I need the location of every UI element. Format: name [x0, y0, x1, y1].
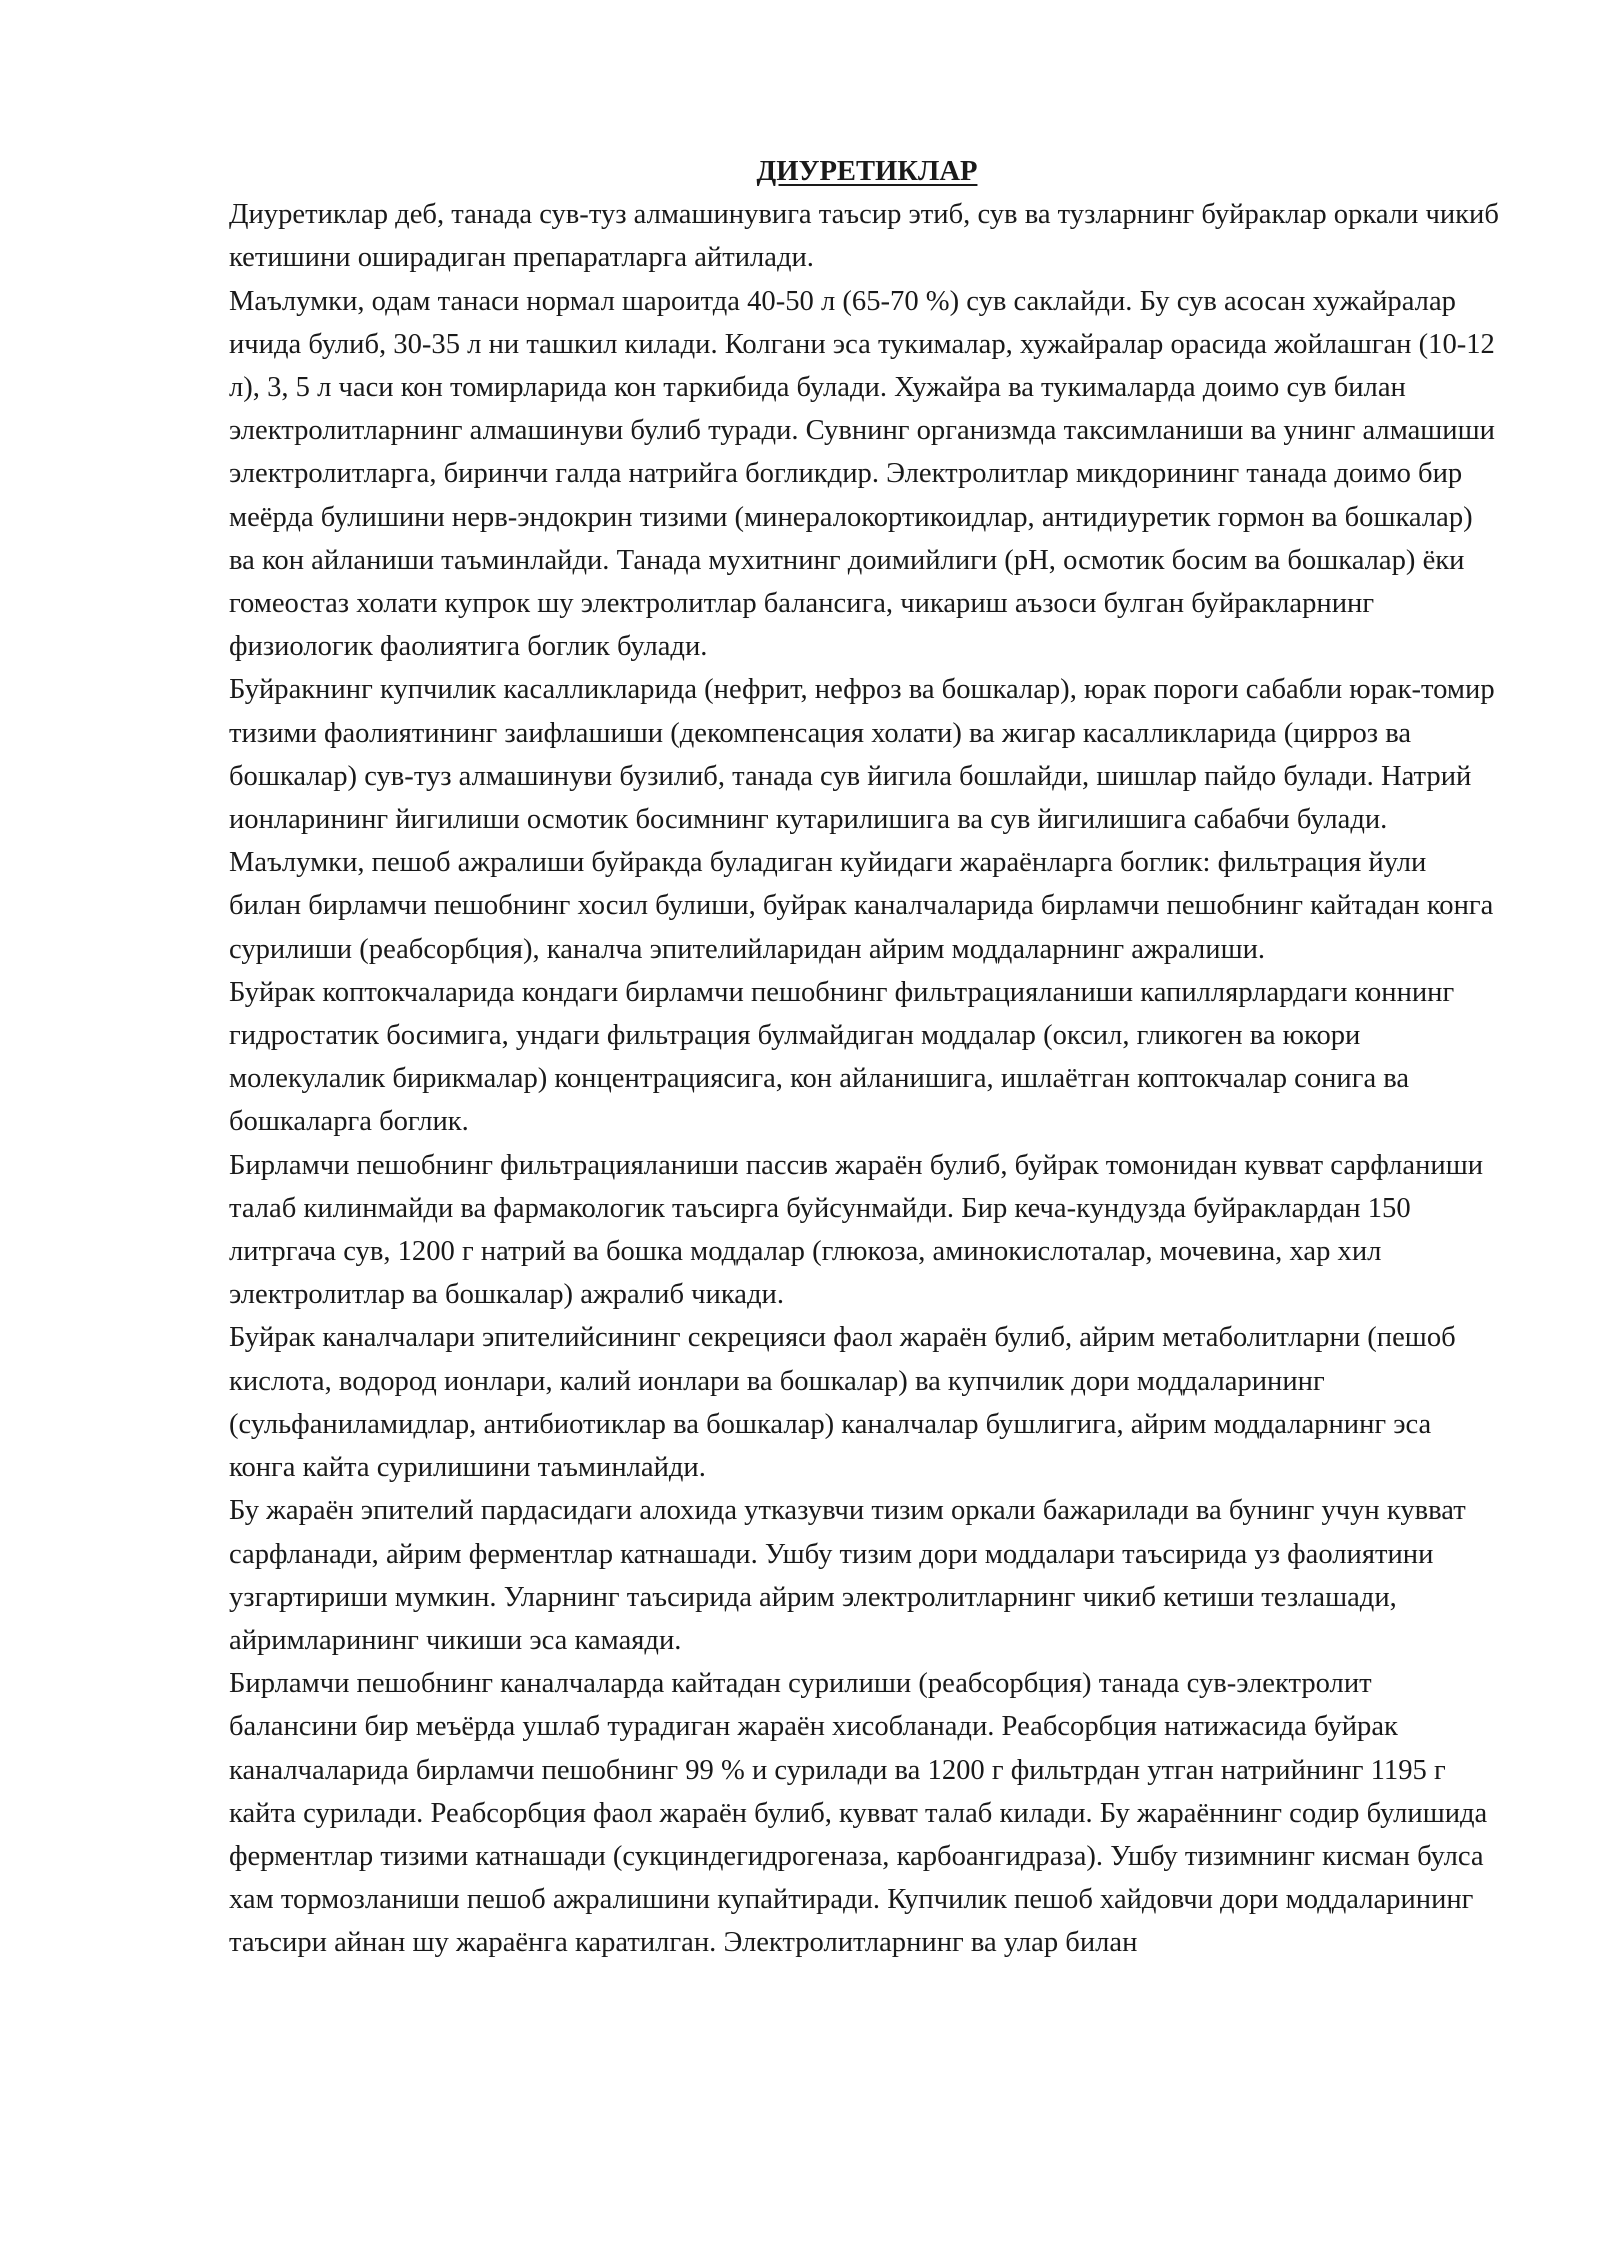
paragraph: Буйрак каналчалари эпителийсининг секрецияси фаол жараён булиб, айрим метаболитларни (пешоб кислота, водород ионлари, калий ионлари ва бошкалар) ва купчилик дори моддаларининг (сульфаниламидлар, антибиотиклар ва бошкалар) каналчалар бушлигига, айрим моддаларнинг эса конга кайта сурилишини таъминлайди. — [229, 1322, 1456, 1484]
paragraph: Маълумки, пешоб ажралиши буйракда буладиган куйидаги жараёнларга боглик: фильтрация йули билан бирламчи пешобнинг хосил булиши, буйрак каналчаларида бирламчи пешобнинг кайтадан конга сурилиши (реабсорбция), каналча эпителийларидан айрим моддаларнинг ажралиши. — [229, 847, 1494, 965]
paragraph: Буйракнинг купчилик касалликларида (нефрит, нефроз ва бошкалар), юрак пороги сабабли юрак-томир тизими фаолиятининг заифлашиши (декомпенсация холати) ва жигар касалликларида (цирроз ва бошкалар) сув-туз алмашинуви бузилиб, танада сув йигила бошлайди, шишлар пайдо булади. Натрий ионларининг йигилиши осмотик босимнинг кутарилишига ва сув йигилишига сабабчи булади. — [229, 674, 1495, 836]
paragraph: Бирламчи пешобнинг фильтрацияланиши пассив жараён булиб, буйрак томонидан кувват сарфланиши талаб килинмайди ва фармакологик таъсирга буйсунмайди. Бир кеча-кундузда буйраклардан 150 литргача сув, 1200 г натрий ва бошка моддалар (глюкоза, аминокислоталар, мочевина, хар хил электролитлар ва бошкалар) ажралиб чикади. — [229, 1149, 1484, 1311]
paragraph: Буйрак коптокчаларида кондаги бирламчи пешобнинг фильтрацияланиши капиллярлардаги коннинг гидростатик босимига, ундаги фильтрация булмайдиган моддалар (оксил, гликоген ва юкори молекулалик бирикмалар) концентрациясига, кон айланишига, ишлаётган коптокчалар сонига ва бошкаларга боглик. — [229, 976, 1455, 1138]
paragraph: Бирламчи пешобнинг каналчаларда кайтадан сурилиши (реабсорбция) танада сув-электролит балансини бир меъёрда ушлаб турадиган жараён хисобланади. Реабсорбция натижасида буйрак каналчаларида бирламчи пешобнинг 99 % и сурилади ва 1200 г фильтрдан утган натрийнинг 1195 г кайта сурилади. Реабсорбция фаол жараён булиб, кувват талаб килади. Бу жараённинг содир булишида ферментлар тизими катнашади (сукциндегидрогеназа, карбоангидраза). Ушбу тизимнинг кисман булса хам тормозланиши пешоб ажралишини купайтиради. Купчилик пешоб хайдовчи дори моддаларининг таъсири айнан шу жараёнга каратилган. Электролитларнинг ва улар билан — [229, 1668, 1488, 1959]
document-body — [229, 150, 1499, 1965]
paragraph: Бу жараён эпителий пардасидаги алохида утказувчи тизим оркали бажарилади ва бунинг учун кувват сарфланади, айрим ферментлар катнашади. Ушбу тизим дори моддалари таъсирида уз фаолиятини узгартириши мумкин. Уларнинг таъсирида айрим электролитларнинг чикиб кетиши тезлашади, айримларининг чикиши эса камаяди. — [229, 1495, 1466, 1656]
document-title: ДИУРЕТИКЛАР — [756, 156, 978, 187]
paragraph: Диуретиклар деб, танада сув-туз алмашинувига таъсир этиб, сув ва тузларнинг буйраклар оркали чикиб кетишини оширадиган препаратларга айтилади. — [229, 199, 1499, 274]
paragraph: Маълумки, одам танаси нормал шароитда 40-50 л (65-70 %) сув саклайди. Бу сув асосан хужайралар ичида булиб, 30-35 л ни ташкил килади. Колгани эса тукималар, хужайралар орасида жойлашган (10-12 л), 3, 5 л часи кон томирларида кон таркибида булади. Хужайра ва тукималарда доимо сув билан электролитларнинг алмашинуви булиб туради. Сувнинг организмда таксимланиши ва унинг алмашиши электролитларга, биринчи галда натрийга богликдир. Электролитлар микдорининг танада доимо бир меёрда булишини нерв-эндокрин тизими (минералокортикоидлар, антидиуретик гормон ва бошкалар) ва кон айланиши таъминлайди. Танада мухитнинг доимийлиги (рН, осмотик босим ва бошкалар) ёки гомеостаз холати купрок шу электролитлар балансига, чикариш аъзоси булган буйракларнинг физиологик фаолиятига боглик булади. — [229, 285, 1495, 663]
